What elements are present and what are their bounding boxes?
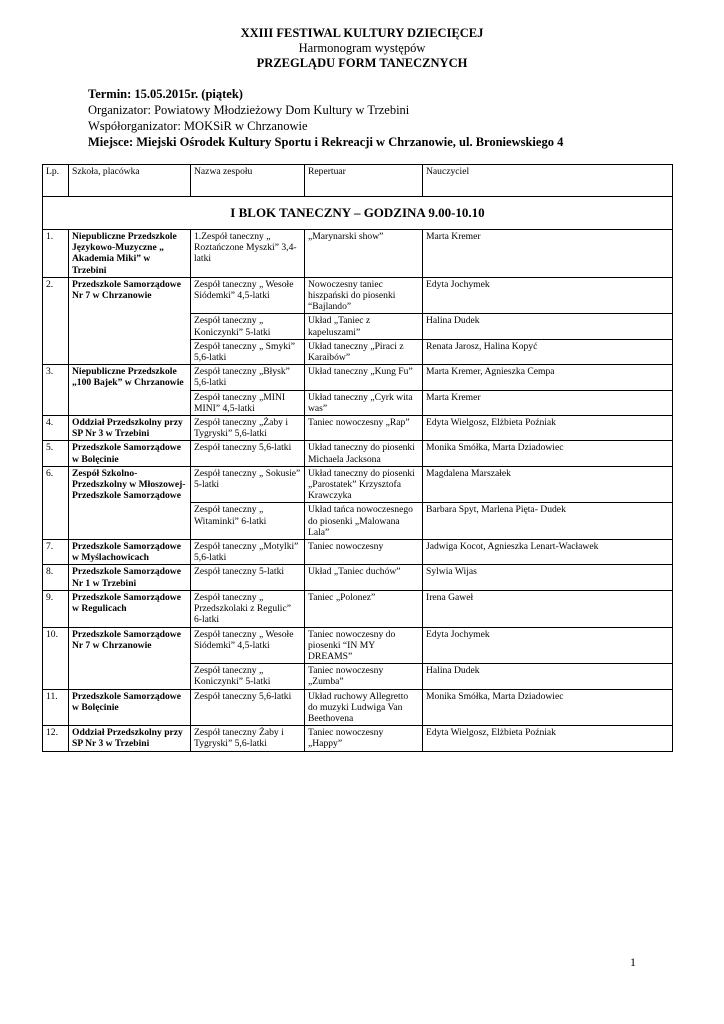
cell-teacher: Monika Smółka, Marta Dziadowiec xyxy=(423,689,673,726)
cell-repertoire: Układ ruchowy Allegretto do muzyki Ludwiga Van Beethovena xyxy=(305,689,423,726)
cell-school: Przedszkole Samorządowe w Bolęcinie xyxy=(69,441,191,466)
cell-teacher: Halina Dudek xyxy=(423,664,673,689)
cell-lp: 5. xyxy=(43,441,69,466)
cell-repertoire: Układ „Taniec z kapeluszami” xyxy=(305,314,423,339)
table-row xyxy=(43,277,673,314)
cell-school: Oddział Przedszkolny przy SP Nr 3 w Trzebini xyxy=(69,416,191,441)
cell-teacher: Monika Smółka, Marta Dziadowiec xyxy=(423,441,673,466)
event-date: Termin: 15.05.2015r. (piątek) xyxy=(88,87,243,101)
review-subtitle: PRZEGLĄDU FORM TANECZNYCH xyxy=(256,56,468,70)
cell-lp: 3. xyxy=(43,365,69,416)
header-school: Szkoła, placówka xyxy=(69,165,191,197)
block-row xyxy=(43,197,673,230)
cell-lp: 7. xyxy=(43,540,69,565)
cell-school: Niepubliczne Przedszkole „100 Bajek” w Chrzanowie xyxy=(69,365,191,416)
cell-lp: 1. xyxy=(43,230,69,278)
table-header-row xyxy=(43,165,673,197)
table-row xyxy=(43,565,673,590)
table-row xyxy=(43,466,673,503)
cell-school: Przedszkole Samorządowe Nr 7 w Chrzanowie xyxy=(69,277,191,364)
schedule-table xyxy=(42,164,673,752)
header-lp: Lp. xyxy=(43,165,69,197)
cell-repertoire: Układ taneczny „Cyrk wita was” xyxy=(305,390,423,415)
table-row xyxy=(43,726,673,751)
cell-teacher: Renata Jarosz, Halina Kopyć xyxy=(423,339,673,364)
cell-team: Zespół taneczny „ Wesołe Siódemki” 4,5-latki xyxy=(191,627,305,664)
table-row xyxy=(43,416,673,441)
cell-teacher: Edyta Jochymek xyxy=(423,277,673,314)
header-teacher: Nauczyciel xyxy=(423,165,673,197)
cell-team: 1.Zespół taneczny „ Roztańczone Myszki” 3,4-latki xyxy=(191,230,305,278)
cell-repertoire: Układ „Taniec duchów” xyxy=(305,565,423,590)
cell-school: Niepubliczne Przedszkole Językowo-Muzyczne „ Akademia Miki” w Trzebini xyxy=(69,230,191,278)
page-number: 1 xyxy=(630,955,636,969)
block-title: I BLOK TANECZNY – GODZINA 9.00-10.10 xyxy=(43,197,673,230)
cell-school: Przedszkole Samorządowe Nr 7 w Chrzanowie xyxy=(69,627,191,689)
cell-team: Zespół taneczny „ Przedszkolaki z Regulic” 6-latki xyxy=(191,590,305,627)
cell-repertoire: Nowoczesny taniec hiszpański do piosenki “Bajlando” xyxy=(305,277,423,314)
cell-team: Zespół taneczny „ Smyki” 5,6-latki xyxy=(191,339,305,364)
cell-teacher: Sylwia Wijas xyxy=(423,565,673,590)
cell-school: Przedszkole Samorządowe w Bolęcinie xyxy=(69,689,191,726)
table-row xyxy=(43,365,673,390)
table-row xyxy=(43,540,673,565)
cell-repertoire: Układ taneczny „Piraci z Karaibów” xyxy=(305,339,423,364)
cell-school: Przedszkole Samorządowe w Myślachowicach xyxy=(69,540,191,565)
document-header xyxy=(0,26,724,71)
venue: Miejsce: Miejski Ośrodek Kultury Sportu i Rekreacji w Chrzanowie, ul. Broniewskiego 4 xyxy=(88,135,564,149)
cell-lp: 12. xyxy=(43,726,69,751)
table-row xyxy=(43,590,673,627)
cell-lp: 11. xyxy=(43,689,69,726)
cell-team: Zespół taneczny „ Koniczynki” 5-latki xyxy=(191,314,305,339)
cell-team: Zespół taneczny „ Sokusie” 5-latki xyxy=(191,466,305,503)
table-row xyxy=(43,627,673,664)
co-organizer: Współorganizator: MOKSiR w Chrzanowie xyxy=(88,119,308,133)
event-meta xyxy=(88,86,708,150)
cell-teacher: Magdalena Marszałek xyxy=(423,466,673,503)
cell-teacher: Halina Dudek xyxy=(423,314,673,339)
cell-team: Zespół taneczny „ Koniczynki” 5-latki xyxy=(191,664,305,689)
cell-teacher: Marta Kremer xyxy=(423,230,673,278)
cell-school: Przedszkole Samorządowe w Regulicach xyxy=(69,590,191,627)
festival-title: XXIII FESTIWAL KULTURY DZIECIĘCEJ xyxy=(240,26,484,40)
cell-team: Zespół taneczny „MINI MINI” 4,5-latki xyxy=(191,390,305,415)
cell-teacher: Jadwiga Kocot, Agnieszka Lenart-Wacławek xyxy=(423,540,673,565)
cell-team: Zespół taneczny „Błysk” 5,6-latki xyxy=(191,365,305,390)
cell-team: Zespół taneczny „Motylki” 5,6-latki xyxy=(191,540,305,565)
cell-lp: 10. xyxy=(43,627,69,689)
cell-school: Oddział Przedszkolny przy SP Nr 3 w Trzebini xyxy=(69,726,191,751)
cell-teacher: Edyta Wielgosz, Elżbieta Poźniak xyxy=(423,416,673,441)
cell-repertoire: Układ taneczny „Kung Fu” xyxy=(305,365,423,390)
cell-team: Zespół taneczny 5,6-latki xyxy=(191,689,305,726)
cell-teacher: Edyta Jochymek xyxy=(423,627,673,664)
cell-school: Zespół Szkolno-Przedszkolny w Młoszowej- Przedszkole Samorządowe xyxy=(69,466,191,539)
cell-teacher: Marta Kremer xyxy=(423,390,673,415)
cell-repertoire: Taniec nowoczesny „Happy” xyxy=(305,726,423,751)
cell-teacher: Marta Kremer, Agnieszka Cempa xyxy=(423,365,673,390)
schedule-subtitle: Harmonogram występów xyxy=(298,41,426,55)
header-repertoire: Repertuar xyxy=(305,165,423,197)
cell-team: Zespół taneczny Żaby i Tygryski” 5,6-latki xyxy=(191,726,305,751)
cell-repertoire: Taniec nowoczesny „Zumba” xyxy=(305,664,423,689)
cell-lp: 8. xyxy=(43,565,69,590)
cell-lp: 9. xyxy=(43,590,69,627)
header-team: Nazwa zespołu xyxy=(191,165,305,197)
cell-repertoire: Taniec nowoczesny „Rap” xyxy=(305,416,423,441)
table-row xyxy=(43,689,673,726)
cell-team: Zespół taneczny „Żaby i Tygryski” 5,6-latki xyxy=(191,416,305,441)
cell-repertoire: Układ tańca nowoczesnego do piosenki „Malowana Lala” xyxy=(305,503,423,540)
cell-repertoire: Układ taneczny do piosenki „Parostatek” Krzysztofa Krawczyka xyxy=(305,466,423,503)
table-row xyxy=(43,230,673,278)
cell-school: Przedszkole Samorządowe Nr 1 w Trzebini xyxy=(69,565,191,590)
cell-repertoire: Układ taneczny do piosenki Michaela Jacksona xyxy=(305,441,423,466)
cell-lp: 6. xyxy=(43,466,69,539)
cell-repertoire: Taniec nowoczesny do piosenki “IN MY DREAMS” xyxy=(305,627,423,664)
cell-team: Zespół taneczny „ Wesołe Siódemki” 4,5-latki xyxy=(191,277,305,314)
cell-teacher: Irena Gaweł xyxy=(423,590,673,627)
cell-teacher: Edyta Wielgosz, Elżbieta Poźniak xyxy=(423,726,673,751)
cell-repertoire: Taniec nowoczesny xyxy=(305,540,423,565)
cell-team: Zespół taneczny 5-latki xyxy=(191,565,305,590)
cell-lp: 2. xyxy=(43,277,69,364)
cell-team: Zespół taneczny 5,6-latki xyxy=(191,441,305,466)
cell-lp: 4. xyxy=(43,416,69,441)
organizer: Organizator: Powiatowy Młodzieżowy Dom Kultury w Trzebini xyxy=(88,103,410,117)
cell-team: Zespół taneczny „ Witaminki” 6-latki xyxy=(191,503,305,540)
table-row xyxy=(43,441,673,466)
cell-repertoire: „Marynarski show” xyxy=(305,230,423,278)
cell-teacher: Barbara Spyt, Marlena Pięta- Dudek xyxy=(423,503,673,540)
cell-repertoire: Taniec „Polonez” xyxy=(305,590,423,627)
